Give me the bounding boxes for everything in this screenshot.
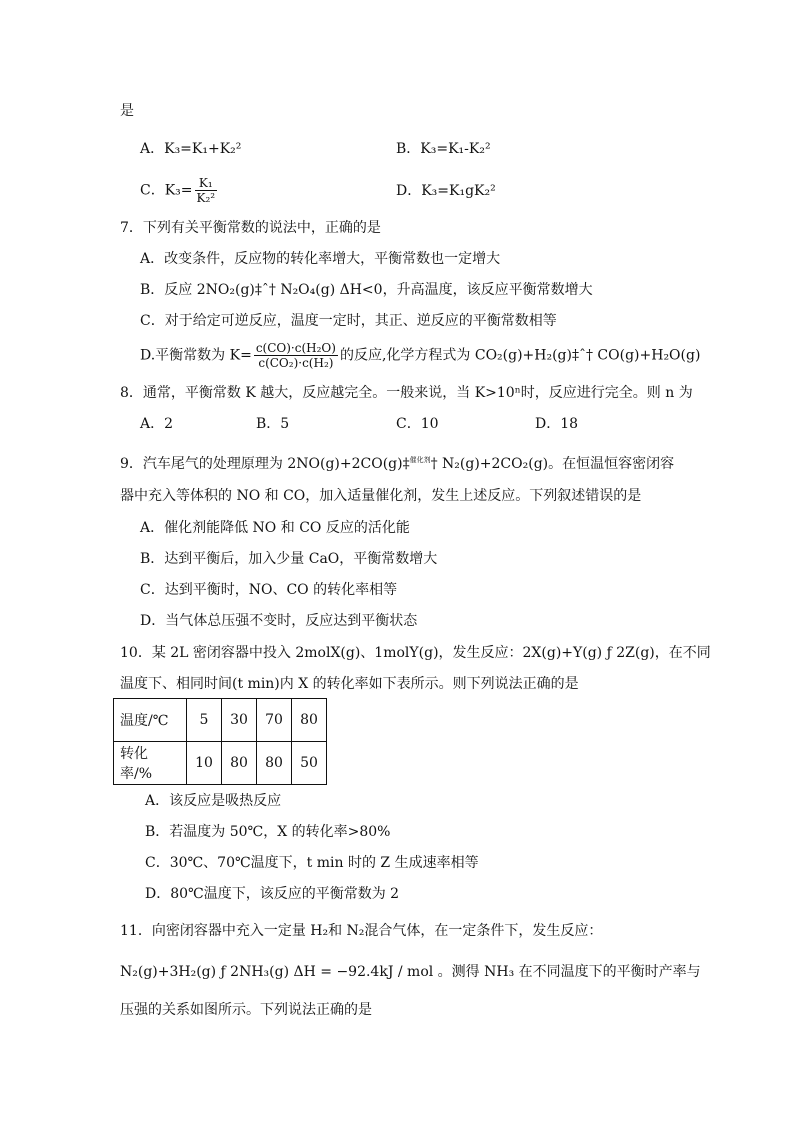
q9-option-d: D．当气体总压强不变时，反应达到平衡状态	[140, 613, 418, 629]
q6-option-c	[140, 176, 219, 205]
q10-option-a: A．该反应是吸热反应	[145, 793, 282, 809]
q9-option-c: C．达到平衡时，NO、CO 的转化率相等	[140, 582, 398, 598]
q8-option-b: B．5	[256, 416, 290, 432]
table-header-temperature: 温度/℃	[114, 699, 187, 742]
q7-stem: 7．下列有关平衡常数的说法中，正确的是	[120, 220, 381, 236]
q7-option-d-suffix: 的反应,化学方程式为 CO₂(g)+H₂(g)‡ˆ† CO(g)+H₂O(g)	[339, 347, 701, 364]
table-cell: 5	[187, 699, 222, 742]
q7-option-d-fraction	[254, 341, 338, 370]
q6-option-c-denominator: K₂²	[196, 191, 216, 205]
q7-option-d-denominator: c(CO₂)·c(H₂)	[258, 356, 334, 370]
q6-option-b: B．K₃=K₁-K₂²	[396, 141, 491, 157]
q7-option-d-prefix: D.平衡常数为 K=	[140, 347, 252, 364]
q6-option-d: D．K₃=K₁gK₂²	[396, 183, 496, 199]
q7-option-d	[140, 341, 700, 370]
q6-option-c-numerator: K₁	[195, 176, 218, 191]
table-cell: 80	[292, 699, 327, 742]
q8-option-d: D．18	[535, 416, 579, 432]
q8-stem: 8．通常，平衡常数 K 越大，反应越完全。一般来说，当 K>10ⁿ时，反应进行完全。则 n 为	[120, 385, 693, 401]
q9-stem-line1-b: † N₂(g)+2CO₂(g)。在恒温恒容密闭容	[430, 456, 675, 472]
table-cell: 10	[187, 742, 222, 785]
q8-option-c: C．10	[396, 416, 439, 432]
q9-stem-line2: 器中充入等体积的 NO 和 CO，加入适量催化剂，发生上述反应。下列叙述错误的是	[120, 488, 642, 504]
table-header-conversion: 转化率/%	[114, 742, 187, 785]
q10-option-b: B．若温度为 50℃，X 的转化率>80%	[145, 824, 391, 840]
q11-stem-line1: 11．向密闭容器中充入一定量 H₂和 N₂混合气体，在一定条件下，发生反应：	[120, 923, 603, 939]
q11-stem-line3: 压强的关系如图所示。下列说法正确的是	[120, 1002, 372, 1018]
q9-option-b: B．达到平衡后，加入少量 CaO，平衡常数增大	[140, 551, 438, 567]
q9-catalyst-label: 催化剂	[409, 456, 431, 464]
q7-option-c: C．对于给定可逆反应，温度一定时，其正、逆反应的平衡常数相等	[140, 313, 557, 329]
q10-stem-line1: 10．某 2L 密闭容器中投入 2molX(g)、1molY(g)，发生反应：2X(g)+Y(g) ƒ 2Z(g)，在不同	[120, 645, 711, 661]
table-row	[114, 742, 327, 785]
table-row	[114, 699, 327, 742]
q8-option-a: A．2	[140, 416, 174, 432]
table-cell: 30	[222, 699, 257, 742]
q6-stem-tail: 是	[120, 103, 134, 119]
q11-stem-line2: N₂(g)+3H₂(g) ƒ 2NH₃(g) ΔH = −92.4kJ / mol 。测得 NH₃ 在不同温度下的平衡时产率与	[120, 964, 701, 980]
q6-option-c-prefix: C．K₃=	[140, 182, 193, 199]
q9-stem-line1-a: 9．汽车尾气的处理原理为 2NO(g)+2CO(g)‡	[120, 456, 410, 472]
q7-option-a: A．改变条件，反应物的转化率增大，平衡常数也一定增大	[140, 251, 501, 267]
q10-option-d: D．80℃温度下，该反应的平衡常数为 2	[145, 886, 400, 902]
q7-option-b: B．反应 2NO₂(g)‡ˆ† N₂O₄(g) ΔH<0，升高温度，该反应平衡常数增大	[140, 282, 593, 298]
table-cell: 50	[292, 742, 327, 785]
q9-stem-line1	[120, 450, 674, 474]
table-cell: 80	[222, 742, 257, 785]
table-cell: 70	[257, 699, 292, 742]
q6-option-c-fraction	[195, 176, 218, 205]
q9-option-a: A．催化剂能降低 NO 和 CO 反应的活化能	[140, 520, 410, 536]
table-cell: 80	[257, 742, 292, 785]
q10-option-c: C．30℃、70℃温度下，t min 时的 Z 生成速率相等	[145, 855, 479, 871]
q10-stem-line2: 温度下、相同时间(t min)内 X 的转化率如下表所示。则下列说法正确的是	[120, 676, 579, 692]
q6-option-a: A．K₃=K₁+K₂²	[140, 141, 242, 157]
q7-option-d-numerator: c(CO)·c(H₂O)	[255, 341, 336, 355]
q10-data-table	[113, 698, 327, 785]
